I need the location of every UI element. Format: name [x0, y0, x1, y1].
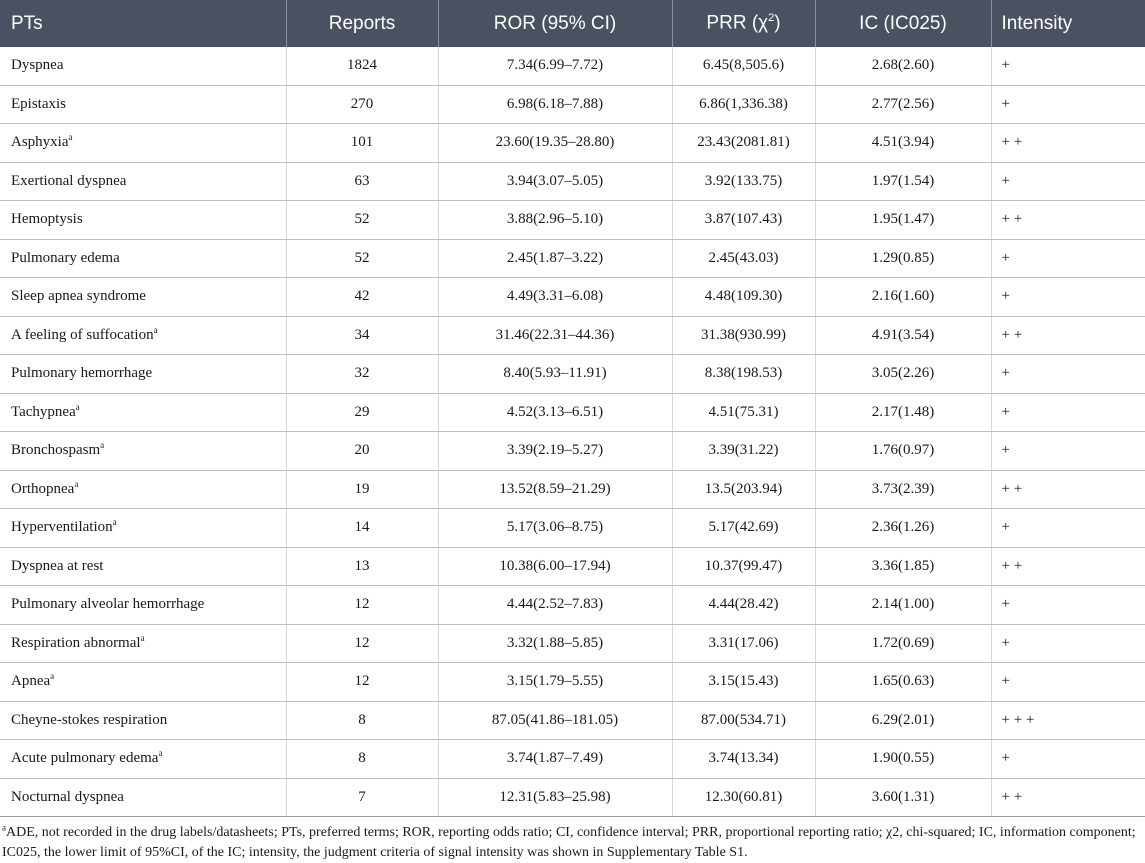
prr-cell: 6.86(1,336.38)	[672, 85, 815, 124]
intensity-cell: +	[991, 663, 1145, 702]
pt-cell	[0, 355, 286, 394]
pt-label: Tachypnea	[11, 403, 76, 420]
pt-label: Exertional dyspnea	[11, 172, 127, 189]
reports-cell: 20	[286, 432, 438, 471]
prr-cell: 3.39(31.22)	[672, 432, 815, 471]
pt-label: Pulmonary hemorrhage	[11, 365, 153, 382]
intensity-cell: +	[991, 586, 1145, 625]
table-row	[0, 586, 1145, 625]
table-row	[0, 393, 1145, 432]
footnote-marker: a	[158, 748, 163, 759]
intensity-cell: +	[991, 162, 1145, 201]
pt-label: Dyspnea at rest	[11, 557, 104, 574]
prr-cell: 31.38(930.99)	[672, 316, 815, 355]
reports-cell: 8	[286, 701, 438, 740]
intensity-cell: +	[991, 393, 1145, 432]
intensity-cell: +	[991, 278, 1145, 317]
ic-cell: 2.68(2.60)	[815, 47, 991, 85]
ic-cell: 1.72(0.69)	[815, 624, 991, 663]
table-footnote	[0, 823, 1137, 863]
ic-cell: 2.16(1.60)	[815, 278, 991, 317]
intensity-cell: + +	[991, 470, 1145, 509]
ror-cell: 3.32(1.88–5.85)	[438, 624, 672, 663]
ror-cell: 4.52(3.13–6.51)	[438, 393, 672, 432]
intensity-cell: +	[991, 624, 1145, 663]
intensity-cell: + +	[991, 124, 1145, 163]
pt-cell	[0, 239, 286, 278]
ror-cell: 87.05(41.86–181.05)	[438, 701, 672, 740]
header-prr-close: )	[774, 12, 781, 34]
ic-cell: 1.95(1.47)	[815, 201, 991, 240]
intensity-cell: +	[991, 47, 1145, 85]
ror-cell: 8.40(5.93–11.91)	[438, 355, 672, 394]
ror-cell: 10.38(6.00–17.94)	[438, 547, 672, 586]
reports-cell: 14	[286, 509, 438, 548]
reports-cell: 8	[286, 740, 438, 779]
pt-cell	[0, 162, 286, 201]
header-ror: ROR (95% CI)	[438, 0, 672, 47]
pt-label: A feeling of suffocation	[11, 326, 154, 343]
intensity-cell: + +	[991, 547, 1145, 586]
table-row	[0, 663, 1145, 702]
pt-label: Apnea	[11, 673, 51, 690]
table-row	[0, 85, 1145, 124]
prr-cell: 5.17(42.69)	[672, 509, 815, 548]
ror-cell: 23.60(19.35–28.80)	[438, 124, 672, 163]
prr-cell: 23.43(2081.81)	[672, 124, 815, 163]
table-row	[0, 778, 1145, 817]
pt-cell	[0, 663, 286, 702]
ic-cell: 1.90(0.55)	[815, 740, 991, 779]
pt-label: Hyperventilation	[11, 519, 113, 536]
prr-cell: 4.48(109.30)	[672, 278, 815, 317]
prr-cell: 3.15(15.43)	[672, 663, 815, 702]
ror-cell: 13.52(8.59–21.29)	[438, 470, 672, 509]
reports-cell: 7	[286, 778, 438, 817]
ror-cell: 3.94(3.07–5.05)	[438, 162, 672, 201]
reports-cell: 19	[286, 470, 438, 509]
prr-cell: 87.00(534.71)	[672, 701, 815, 740]
table-row	[0, 239, 1145, 278]
table-row	[0, 355, 1145, 394]
ror-cell: 3.15(1.79–5.55)	[438, 663, 672, 702]
pt-cell	[0, 201, 286, 240]
pt-label: Acute pulmonary edema	[11, 750, 159, 767]
header-ic: IC (IC025)	[815, 0, 991, 47]
footnote-marker: a	[140, 632, 145, 643]
ic-cell: 2.17(1.48)	[815, 393, 991, 432]
footnote-marker: a	[153, 324, 158, 335]
footnote-marker: a	[74, 478, 79, 489]
prr-cell: 4.51(75.31)	[672, 393, 815, 432]
table-row	[0, 470, 1145, 509]
table-row	[0, 701, 1145, 740]
reports-cell: 12	[286, 624, 438, 663]
reports-cell: 29	[286, 393, 438, 432]
table-row	[0, 162, 1145, 201]
ic-cell: 2.14(1.00)	[815, 586, 991, 625]
ic-cell: 4.91(3.54)	[815, 316, 991, 355]
table-row	[0, 547, 1145, 586]
intensity-cell: +	[991, 432, 1145, 471]
footnote-marker: a	[100, 440, 105, 451]
pt-cell	[0, 778, 286, 817]
pt-label: Respiration abnormal	[11, 634, 141, 651]
pt-label: Epistaxis	[11, 95, 66, 112]
ic-cell: 4.51(3.94)	[815, 124, 991, 163]
footnote-marker: a	[68, 132, 73, 143]
pt-cell	[0, 624, 286, 663]
prr-cell: 6.45(8,505.6)	[672, 47, 815, 85]
ror-cell: 12.31(5.83–25.98)	[438, 778, 672, 817]
intensity-cell: +	[991, 355, 1145, 394]
footnote-text: ADE, not recorded in the drug labels/datasheets; PTs, preferred terms; ROR, reporting odds ratio; CI, confidence interval; PRR, proportional reporting ratio; χ2, chi-squared; IC, information component; IC025, the lower limit of 95%CI, of the IC; intensity, the judgment criteria of signal intensity was shown in Supplementary Table S1.	[2, 825, 1136, 860]
ror-cell: 4.44(2.52–7.83)	[438, 586, 672, 625]
header-prr	[672, 0, 815, 47]
ror-cell: 7.34(6.99–7.72)	[438, 47, 672, 85]
header-prr-superscript: 2	[768, 12, 775, 25]
table-row	[0, 201, 1145, 240]
prr-cell: 13.5(203.94)	[672, 470, 815, 509]
footnote-marker: a	[112, 517, 117, 528]
pt-cell	[0, 509, 286, 548]
pt-label: Bronchospasm	[11, 442, 101, 459]
ic-cell: 1.76(0.97)	[815, 432, 991, 471]
ic-cell: 3.05(2.26)	[815, 355, 991, 394]
prr-cell: 10.37(99.47)	[672, 547, 815, 586]
pt-label: Asphyxia	[11, 134, 69, 151]
prr-cell: 3.87(107.43)	[672, 201, 815, 240]
prr-cell: 3.74(13.34)	[672, 740, 815, 779]
intensity-cell: + +	[991, 201, 1145, 240]
ror-cell: 5.17(3.06–8.75)	[438, 509, 672, 548]
reports-cell: 42	[286, 278, 438, 317]
ic-cell: 2.36(1.26)	[815, 509, 991, 548]
ror-cell: 3.74(1.87–7.49)	[438, 740, 672, 779]
table-row	[0, 278, 1145, 317]
intensity-cell: + +	[991, 316, 1145, 355]
reports-cell: 52	[286, 201, 438, 240]
pt-label: Sleep apnea syndrome	[11, 288, 146, 305]
ic-cell: 2.77(2.56)	[815, 85, 991, 124]
intensity-cell: +	[991, 740, 1145, 779]
ror-cell: 4.49(3.31–6.08)	[438, 278, 672, 317]
ic-cell: 3.60(1.31)	[815, 778, 991, 817]
ror-cell: 3.39(2.19–5.27)	[438, 432, 672, 471]
ic-cell: 1.97(1.54)	[815, 162, 991, 201]
ror-cell: 3.88(2.96–5.10)	[438, 201, 672, 240]
pt-cell	[0, 740, 286, 779]
intensity-cell: +	[991, 509, 1145, 548]
reports-cell: 63	[286, 162, 438, 201]
pt-label: Pulmonary alveolar hemorrhage	[11, 596, 205, 613]
pt-label: Pulmonary edema	[11, 249, 120, 266]
table-body	[0, 47, 1145, 817]
ic-cell: 1.29(0.85)	[815, 239, 991, 278]
intensity-cell: +	[991, 239, 1145, 278]
footnote-marker: a	[75, 401, 80, 412]
reports-cell: 12	[286, 586, 438, 625]
prr-cell: 3.31(17.06)	[672, 624, 815, 663]
pt-label: Dyspnea	[11, 57, 64, 74]
header-intensity: Intensity	[991, 0, 1145, 47]
intensity-cell: + + +	[991, 701, 1145, 740]
reports-cell: 12	[286, 663, 438, 702]
reports-cell: 101	[286, 124, 438, 163]
header-prr-label: PRR (χ	[706, 12, 769, 34]
prr-cell: 4.44(28.42)	[672, 586, 815, 625]
ic-cell: 6.29(2.01)	[815, 701, 991, 740]
intensity-cell: + +	[991, 778, 1145, 817]
ic-cell: 3.73(2.39)	[815, 470, 991, 509]
ic-cell: 3.36(1.85)	[815, 547, 991, 586]
pt-cell	[0, 47, 286, 85]
pt-cell	[0, 85, 286, 124]
pt-cell	[0, 278, 286, 317]
ic-cell: 1.65(0.63)	[815, 663, 991, 702]
pt-cell	[0, 586, 286, 625]
ror-cell: 31.46(22.31–44.36)	[438, 316, 672, 355]
table-row	[0, 316, 1145, 355]
reports-cell: 270	[286, 85, 438, 124]
footnote-marker: a	[50, 671, 55, 682]
prr-cell: 8.38(198.53)	[672, 355, 815, 394]
pt-label: Orthopnea	[11, 480, 75, 497]
reports-cell: 1824	[286, 47, 438, 85]
footnote-mark: a	[2, 822, 6, 833]
reports-cell: 34	[286, 316, 438, 355]
table-row	[0, 740, 1145, 779]
ror-cell: 2.45(1.87–3.22)	[438, 239, 672, 278]
reports-cell: 52	[286, 239, 438, 278]
pt-cell	[0, 432, 286, 471]
table-row	[0, 124, 1145, 163]
pt-label: Hemoptysis	[11, 211, 83, 228]
table-row	[0, 47, 1145, 85]
prr-cell: 3.92(133.75)	[672, 162, 815, 201]
pt-label: Nocturnal dyspnea	[11, 788, 124, 805]
intensity-cell: +	[991, 85, 1145, 124]
table-row	[0, 509, 1145, 548]
table-row	[0, 432, 1145, 471]
pt-cell	[0, 393, 286, 432]
pt-cell	[0, 124, 286, 163]
prr-cell: 2.45(43.03)	[672, 239, 815, 278]
reports-cell: 32	[286, 355, 438, 394]
table-row	[0, 624, 1145, 663]
prr-cell: 12.30(60.81)	[672, 778, 815, 817]
reports-cell: 13	[286, 547, 438, 586]
pt-cell	[0, 547, 286, 586]
pt-label: Cheyne-stokes respiration	[11, 711, 168, 728]
table-header	[0, 0, 1145, 47]
header-pts: PTs	[0, 0, 286, 47]
pt-cell	[0, 316, 286, 355]
pt-cell	[0, 701, 286, 740]
header-reports: Reports	[286, 0, 438, 47]
pt-cell	[0, 470, 286, 509]
ror-cell: 6.98(6.18–7.88)	[438, 85, 672, 124]
header-row	[0, 0, 1145, 47]
